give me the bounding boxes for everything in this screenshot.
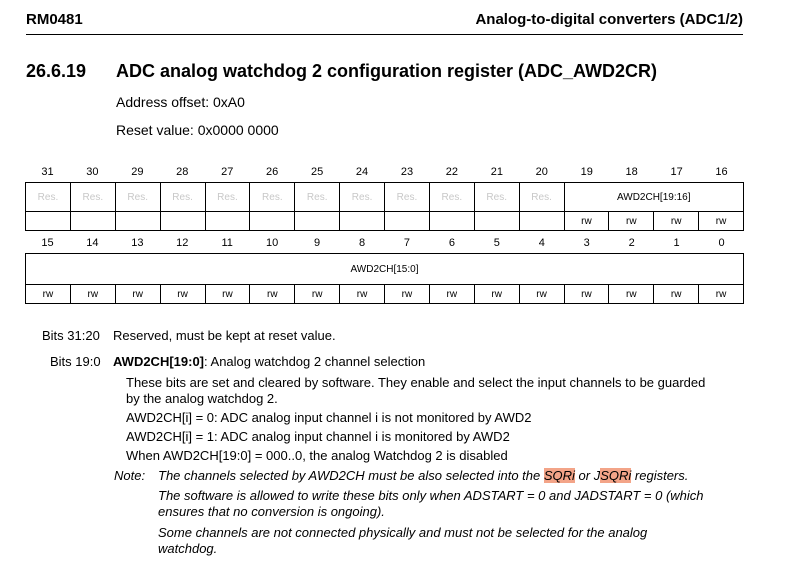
reserved-bit-cell: Res. xyxy=(205,183,250,212)
reserved-bit-cell: Res. xyxy=(26,183,71,212)
lower-bit-number: 12 xyxy=(176,237,189,249)
reserved-bit-cell: Res. xyxy=(474,183,519,212)
reserved-access-cell xyxy=(295,212,340,231)
upper-bit-number: 30 xyxy=(86,166,99,178)
register-upper-half xyxy=(25,182,744,231)
note-2-line-1: The software is allowed to write these bits only when ADSTART = 0 and JADSTART = 0 (which xyxy=(158,488,704,503)
access-cell: rw xyxy=(115,285,160,304)
field-heading xyxy=(113,353,425,370)
reserved-access-cell xyxy=(26,212,71,231)
upper-bit-number: 28 xyxy=(176,166,189,178)
note-3-line-1: Some channels are not connected physically and must not be selected for the analog xyxy=(158,525,648,540)
access-cell: rw xyxy=(474,285,519,304)
reserved-bit-cell: Res. xyxy=(250,183,295,212)
field-title: : Analog watchdog 2 channel selection xyxy=(204,354,426,369)
upper-bit-number: 26 xyxy=(266,166,279,178)
upper-bit-number: 31 xyxy=(41,166,54,178)
reserved-access-cell xyxy=(115,212,160,231)
field-name: AWD2CH[19:0] xyxy=(113,354,205,369)
field-disabled-desc: When AWD2CH[19:0] = 000..0, the analog Watchdog 2 is disabled xyxy=(126,448,508,463)
field-value-0-desc: AWD2CH[i] = 0: ADC analog input channel i is not monitored by AWD2 xyxy=(126,410,532,425)
reserved-access-cell xyxy=(70,212,115,231)
reserved-access-cell xyxy=(429,212,474,231)
document-id: RM0481 xyxy=(26,11,83,28)
upper-bit-number: 17 xyxy=(670,166,683,178)
reserved-bits-desc: Reserved, must be kept at reset value. xyxy=(113,328,336,343)
reserved-access-cell xyxy=(205,212,250,231)
lower-bit-number: 7 xyxy=(403,237,411,249)
lower-bit-number: 10 xyxy=(266,237,279,249)
lower-bit-number: 5 xyxy=(493,237,500,249)
reserved-access-cell xyxy=(519,212,564,231)
lower-bit-number: 1 xyxy=(673,237,680,249)
lower-bit-number: 9 xyxy=(314,237,321,249)
lower-bit-number: 6 xyxy=(448,237,455,249)
reserved-access-cell xyxy=(160,212,205,231)
reserved-bits-range: Bits 31:20 xyxy=(42,328,100,343)
access-cell: rw xyxy=(340,285,385,304)
access-cell: rw xyxy=(654,285,699,304)
note-1 xyxy=(158,467,688,484)
access-cell: rw xyxy=(26,285,71,304)
upper-bit-number: 23 xyxy=(400,166,414,178)
access-cell: rw xyxy=(609,212,654,231)
lower-bit-number: 11 xyxy=(221,237,233,249)
note-1-text-a: The channels selected by AWD2CH must be also selected into the xyxy=(158,468,544,483)
field-desc-line-1: These bits are set and cleared by software. They enable and select the input channels to be guarded xyxy=(126,375,706,390)
access-cell: rw xyxy=(295,285,340,304)
note-2-line-2: ensures that no conversion is ongoing). xyxy=(158,504,385,519)
section-title: ADC analog watchdog 2 configuration register (ADC_AWD2CR) xyxy=(116,61,658,81)
access-cell: rw xyxy=(205,285,250,304)
lower-bit-number: 4 xyxy=(538,237,545,249)
address-offset: Address offset: 0xA0 xyxy=(116,94,245,110)
note-1-text-b: or J xyxy=(574,468,601,483)
upper-bit-number: 25 xyxy=(310,166,324,178)
upper-bit-number: 21 xyxy=(490,166,503,178)
reserved-access-cell xyxy=(250,212,295,231)
reserved-bit-cell: Res. xyxy=(429,183,474,212)
lower-bit-numbers xyxy=(25,237,744,249)
upper-bit-number: 16 xyxy=(715,166,728,178)
chapter-title: Analog-to-digital converters (ADC1/2) xyxy=(475,11,743,28)
lower-bit-number: 8 xyxy=(358,237,366,249)
access-cell: rw xyxy=(519,285,564,304)
upper-bit-number: 19 xyxy=(580,166,593,178)
access-cell: rw xyxy=(699,285,744,304)
access-cell: rw xyxy=(699,212,744,231)
reset-value: Reset value: 0x0000 0000 xyxy=(116,122,279,138)
access-cell: rw xyxy=(564,285,609,304)
lower-bit-number: 14 xyxy=(86,237,99,249)
reserved-bit-cell: Res. xyxy=(295,183,340,212)
lower-bit-number: 2 xyxy=(628,237,635,249)
upper-bit-number: 27 xyxy=(221,166,234,178)
jsqri-link[interactable]: SQRi xyxy=(600,468,632,483)
upper-bit-number: 18 xyxy=(625,166,638,178)
note-label: Note: xyxy=(114,468,146,483)
section-number: 26.6.19 xyxy=(26,61,87,81)
reserved-bit-cell: Res. xyxy=(115,183,160,212)
reserved-access-cell xyxy=(340,212,385,231)
access-cell: rw xyxy=(250,285,295,304)
upper-bit-number: 20 xyxy=(535,166,548,178)
reserved-access-cell xyxy=(385,212,430,231)
field-bits-range: Bits 19:0 xyxy=(50,354,101,369)
awd2ch-lower-field: AWD2CH[15:0] xyxy=(26,254,744,285)
upper-bit-number: 24 xyxy=(355,166,369,178)
access-cell: rw xyxy=(429,285,474,304)
note-3-line-2: watchdog. xyxy=(158,541,218,556)
upper-bit-numbers xyxy=(25,166,744,178)
lower-bit-number: 15 xyxy=(41,237,54,249)
field-desc-line-2: by the analog watchdog 2. xyxy=(126,391,278,406)
reserved-access-cell xyxy=(474,212,519,231)
access-cell: rw xyxy=(654,212,699,231)
upper-bit-number: 22 xyxy=(445,166,459,178)
lower-bit-number: 3 xyxy=(583,237,590,249)
awd2ch-upper-field: AWD2CH[19:16] xyxy=(564,183,744,212)
upper-bit-number: 29 xyxy=(131,166,144,178)
reserved-bit-cell: Res. xyxy=(385,183,430,212)
reserved-bit-cell: Res. xyxy=(340,183,385,212)
reserved-bit-cell: Res. xyxy=(519,183,564,212)
access-cell: rw xyxy=(160,285,205,304)
register-lower-half xyxy=(25,253,744,304)
header-divider xyxy=(26,34,743,35)
note-1-text-c: registers. xyxy=(631,468,689,483)
access-cell: rw xyxy=(609,285,654,304)
reserved-bit-cell: Res. xyxy=(160,183,205,212)
access-cell: rw xyxy=(70,285,115,304)
lower-bit-number: 0 xyxy=(718,237,725,249)
access-cell: rw xyxy=(564,212,609,231)
lower-bit-number: 13 xyxy=(131,237,144,249)
sqri-link[interactable]: SQRi xyxy=(543,468,575,483)
field-value-1-desc: AWD2CH[i] = 1: ADC analog input channel i is monitored by AWD2 xyxy=(126,429,510,444)
reserved-bit-cell: Res. xyxy=(70,183,115,212)
access-cell: rw xyxy=(385,285,430,304)
